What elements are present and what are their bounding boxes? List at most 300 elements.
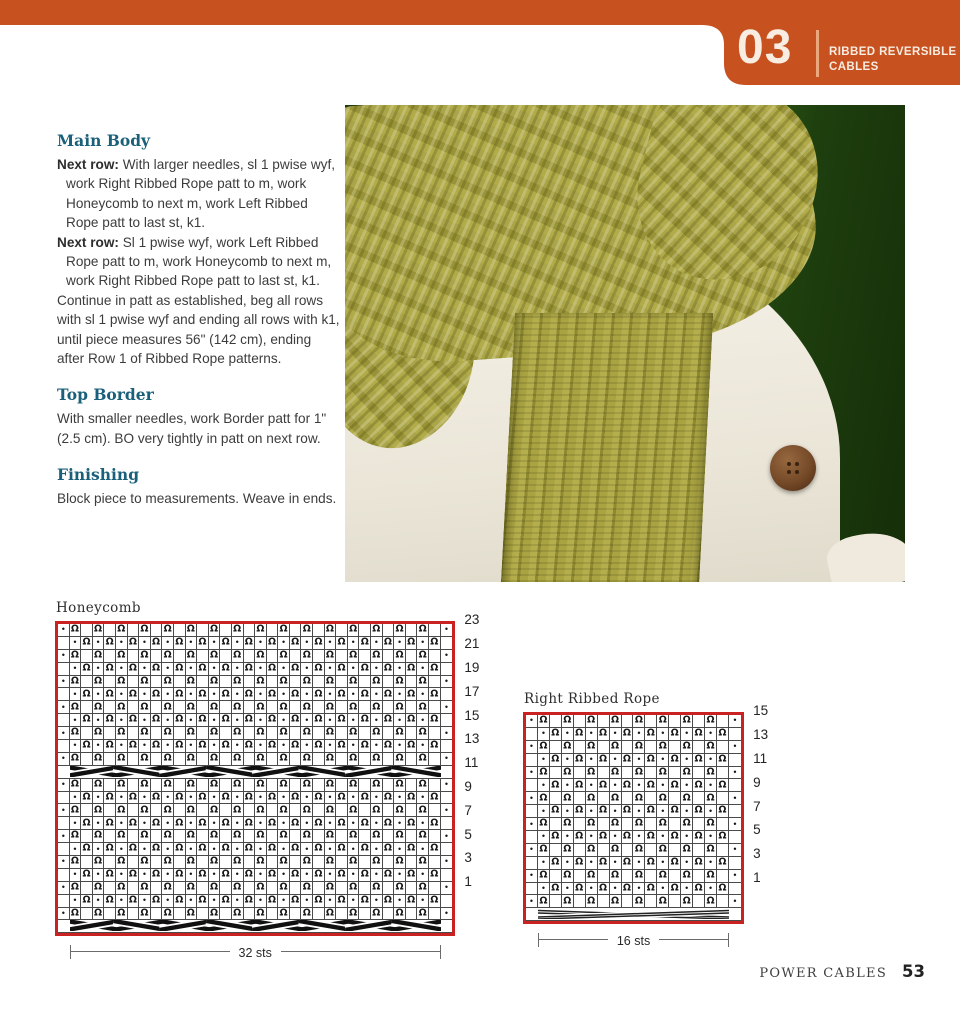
chart-cell [417, 688, 429, 700]
chart-cell [325, 882, 337, 894]
chart-cell [139, 882, 151, 894]
chart-cell [313, 817, 325, 829]
chart-cable-row [526, 908, 741, 921]
chart-cell [705, 818, 717, 830]
chart-cell [550, 767, 562, 779]
chart-cell [197, 908, 209, 920]
instruction-section [57, 385, 341, 448]
knit-tbl-symbol: Ω [128, 714, 137, 725]
chart-cell [406, 714, 418, 726]
knit-tbl-symbol: Ω [94, 830, 103, 841]
chart-cell [417, 856, 429, 868]
purl-symbol: • [119, 714, 123, 725]
knit-tbl-symbol: Ω [418, 624, 427, 635]
chart-cell [232, 753, 244, 765]
knit-tbl-symbol: Ω [325, 830, 334, 841]
chart-cell [348, 650, 360, 662]
knit-tbl-symbol: Ω [670, 805, 679, 816]
chart-cell [301, 804, 313, 816]
chart-cell [394, 856, 406, 868]
chart-cell [586, 831, 598, 843]
knit-tbl-symbol: Ω [198, 817, 207, 829]
chart-cell [371, 650, 383, 662]
purl-symbol: • [374, 895, 378, 906]
chart-row-number: 23 [464, 612, 480, 628]
chart-cell [348, 817, 360, 829]
chart-cell [58, 869, 70, 881]
chart-cell [359, 676, 371, 688]
knit-tbl-symbol: Ω [302, 701, 311, 713]
purl-symbol: • [73, 817, 77, 828]
knit-tbl-symbol: Ω [407, 868, 416, 880]
knit-tbl-symbol: Ω [221, 636, 230, 648]
chart-row [526, 870, 741, 883]
section-heading: Main Body [57, 131, 151, 150]
chart-row [58, 650, 452, 663]
purl-symbol: • [166, 843, 170, 854]
knit-tbl-symbol: Ω [599, 779, 608, 791]
purl-symbol: • [397, 869, 402, 880]
chart-cell [669, 831, 681, 843]
chart-cell [574, 857, 586, 869]
right-ribbed-rope-chart-grid [523, 712, 744, 924]
chart-cell [81, 727, 93, 739]
knit-tbl-symbol: Ω [175, 714, 184, 725]
chart-cell [325, 817, 337, 829]
chart-cell [186, 792, 198, 804]
chart-cell [538, 754, 550, 766]
chart-cell [394, 701, 406, 713]
chart-cell [128, 869, 140, 881]
knit-tbl-symbol: Ω [706, 869, 715, 881]
chart-cell [429, 676, 441, 688]
chart-cell [633, 767, 645, 779]
chart-cell [174, 624, 186, 636]
chart-cell [58, 714, 70, 726]
chart-cell [93, 804, 105, 816]
chart-cell [562, 857, 574, 869]
chart-cell [622, 895, 634, 907]
purl-symbol: • [421, 817, 425, 828]
purl-symbol: • [328, 895, 332, 906]
chart-cell [574, 767, 586, 779]
knit-tbl-symbol: Ω [551, 882, 560, 894]
chart-cell [81, 714, 93, 726]
knit-tbl-symbol: Ω [128, 636, 137, 648]
purl-symbol: • [613, 779, 617, 790]
chart-cell [383, 882, 395, 894]
chart-cell [705, 883, 717, 895]
chart-cell [417, 637, 429, 649]
chart-cell [669, 883, 681, 895]
knit-tbl-symbol: Ω [244, 662, 253, 674]
knit-tbl-symbol: Ω [117, 675, 126, 687]
purl-symbol: • [189, 843, 193, 854]
purl-symbol: • [328, 792, 332, 803]
chart-row [526, 779, 741, 792]
knit-tbl-symbol: Ω [140, 907, 149, 919]
bracket-line [539, 939, 608, 940]
instruction-paragraph: Continue in patt as established, beg all rows with sl 1 pwise wyf and ending all rows with k1, until piece measures 56" (142 cm), ending after Row 1 of Ribbed Rope patterns. [57, 292, 340, 367]
chart-cell [70, 753, 82, 765]
knit-tbl-symbol: Ω [587, 843, 596, 855]
knit-tbl-symbol: Ω [539, 740, 548, 752]
chart-cell [562, 805, 574, 817]
chart-cell [622, 883, 634, 895]
knit-tbl-symbol: Ω [70, 727, 79, 738]
chart-cell [336, 701, 348, 713]
chart-cell [336, 637, 348, 649]
knit-tbl-symbol: Ω [575, 779, 584, 791]
knit-tbl-symbol: Ω [372, 856, 381, 867]
knit-tbl-symbol: Ω [383, 791, 392, 803]
purl-symbol: • [166, 740, 170, 751]
chart-cell [128, 727, 140, 739]
chart-cell [359, 701, 371, 713]
knit-tbl-symbol: Ω [175, 843, 184, 854]
purl-symbol: • [565, 754, 569, 765]
chart-cell [162, 804, 174, 816]
chart-cell [313, 830, 325, 842]
knit-tbl-symbol: Ω [395, 649, 404, 661]
chart-cell [209, 869, 221, 881]
chart-cell [220, 792, 232, 804]
chart-cell [209, 650, 221, 662]
chart-cell [104, 792, 116, 804]
chart-cell [325, 714, 337, 726]
knit-tbl-symbol: Ω [551, 856, 560, 868]
chart-cell [729, 895, 741, 907]
knit-tbl-symbol: Ω [267, 817, 277, 829]
purl-symbol: • [541, 728, 545, 739]
chart-cell [104, 843, 116, 855]
chart-cell [244, 779, 256, 791]
knit-tbl-symbol: Ω [418, 830, 427, 841]
chart-row [58, 830, 452, 843]
chart-cell [186, 817, 198, 829]
purl-symbol: • [613, 857, 617, 868]
purl-symbol: • [61, 650, 65, 661]
chart-cell [693, 767, 705, 779]
purl-symbol: • [397, 817, 402, 828]
chart-cell [301, 869, 313, 881]
chart-cell [538, 857, 550, 869]
chart-cell [301, 740, 313, 752]
purl-symbol: • [444, 882, 448, 893]
chart-row [58, 882, 452, 895]
knit-tbl-symbol: Ω [407, 740, 416, 751]
purl-symbol: • [444, 676, 448, 686]
chart-cell [562, 715, 574, 727]
chart-cell [383, 688, 395, 700]
knit-tbl-symbol: Ω [395, 881, 404, 893]
chart-cell [267, 817, 279, 829]
chart-cell [70, 869, 82, 881]
knit-tbl-symbol: Ω [163, 907, 172, 919]
chart-cell [705, 805, 717, 817]
knit-tbl-symbol: Ω [430, 636, 439, 648]
purl-symbol: • [305, 792, 309, 803]
purl-symbol: • [96, 817, 100, 828]
purl-symbol: • [142, 817, 147, 828]
knit-tbl-symbol: Ω [634, 740, 643, 752]
chart-cell [622, 805, 634, 817]
knit-tbl-symbol: Ω [587, 740, 596, 752]
chart-cell [441, 753, 453, 765]
purl-symbol: • [235, 817, 239, 828]
chart-cell [139, 895, 151, 907]
purl-symbol: • [212, 895, 216, 906]
chart-cell [348, 830, 360, 842]
purl-symbol: • [212, 714, 216, 725]
knit-tbl-symbol: Ω [646, 753, 655, 765]
chart-row-number: 7 [753, 798, 761, 814]
chart-cell [610, 831, 622, 843]
chart-cell [729, 728, 741, 740]
purl-symbol: • [589, 728, 593, 739]
chart-cell [313, 650, 325, 662]
chart-cell [394, 882, 406, 894]
chart-cell [301, 843, 313, 855]
knit-tbl-symbol: Ω [563, 740, 572, 752]
purl-symbol: • [444, 908, 448, 919]
chart-cell [116, 650, 128, 662]
chart-cell [383, 701, 395, 713]
chart-cell [290, 753, 302, 765]
chart-cell [197, 637, 209, 649]
purl-symbol: • [258, 817, 262, 828]
knit-tbl-symbol: Ω [175, 817, 184, 829]
chart-cell [93, 624, 105, 636]
knit-tbl-symbol: Ω [314, 740, 323, 751]
chart-cell [128, 701, 140, 713]
knit-tbl-symbol: Ω [175, 894, 184, 906]
chart-cell [58, 753, 70, 765]
chart-cell [669, 767, 681, 779]
chart-cell [669, 741, 681, 753]
chart-cell [232, 663, 244, 675]
knit-tbl-symbol: Ω [694, 805, 703, 816]
chart-cell [220, 804, 232, 816]
chart-cell [441, 843, 453, 855]
knit-tbl-symbol: Ω [337, 791, 346, 803]
chart-cell [151, 882, 163, 894]
purl-symbol: • [351, 869, 355, 880]
knit-tbl-symbol: Ω [563, 895, 572, 907]
chart-cell [278, 882, 290, 894]
chart-cell [267, 624, 279, 636]
chart-cell [81, 701, 93, 713]
chart-cell [116, 624, 128, 636]
chart-row [58, 688, 452, 701]
chart-cell [394, 714, 406, 726]
chart-cell [633, 728, 645, 740]
knit-tbl-symbol: Ω [670, 856, 679, 868]
purl-symbol: • [258, 895, 262, 906]
chart-cell [301, 817, 313, 829]
chart-cell [255, 843, 267, 855]
chart-cell [232, 817, 244, 829]
chart-cell [220, 688, 232, 700]
knit-tbl-symbol: Ω [418, 856, 427, 867]
knit-tbl-symbol: Ω [128, 868, 137, 880]
chart-cell [162, 637, 174, 649]
chart-cell [70, 727, 82, 739]
purl-symbol: • [305, 843, 309, 854]
knit-tbl-symbol: Ω [314, 817, 323, 829]
knit-tbl-symbol: Ω [682, 869, 691, 881]
chart-cell [58, 637, 70, 649]
knit-tbl-symbol: Ω [682, 740, 691, 752]
purl-symbol: • [328, 817, 332, 828]
chart-cell [336, 856, 348, 868]
chart-cell [538, 767, 550, 779]
knit-tbl-symbol: Ω [105, 636, 114, 648]
knit-tbl-symbol: Ω [302, 624, 311, 635]
knit-tbl-symbol: Ω [163, 778, 172, 790]
chart-cell [394, 663, 406, 675]
knit-tbl-symbol: Ω [587, 869, 596, 881]
chart-cell [116, 779, 128, 791]
chart-cell [104, 688, 116, 700]
knit-tbl-symbol: Ω [198, 662, 207, 674]
cable-cross-symbol [70, 766, 441, 777]
chart-cell [622, 818, 634, 830]
chart-cell [162, 779, 174, 791]
purl-symbol: • [212, 663, 216, 674]
knit-tbl-symbol: Ω [372, 649, 381, 661]
chart-cell [313, 869, 325, 881]
chart-cell [232, 869, 244, 881]
chart-cell [574, 805, 586, 817]
chart-cell [348, 856, 360, 868]
knit-tbl-symbol: Ω [349, 727, 358, 738]
chart-cell [441, 663, 453, 675]
chart-cell [394, 817, 406, 829]
chart-cell [406, 830, 418, 842]
purl-symbol: • [282, 817, 286, 828]
knit-tbl-symbol: Ω [209, 752, 219, 764]
chart-row [58, 714, 452, 727]
chart-cell [657, 792, 669, 804]
knit-tbl-symbol: Ω [360, 636, 369, 648]
chart-cell [151, 727, 163, 739]
chart-cell [526, 805, 538, 817]
chart-cell [290, 843, 302, 855]
purl-symbol: • [61, 624, 65, 635]
chart-cell [441, 740, 453, 752]
knit-tbl-symbol: Ω [186, 675, 195, 687]
purl-symbol: • [529, 792, 534, 803]
chart-cell [610, 857, 622, 869]
chart-cell [429, 753, 441, 765]
chart-cell [586, 741, 598, 753]
chart-cell [197, 740, 209, 752]
chart-cell [717, 818, 729, 830]
knit-tbl-symbol: Ω [682, 818, 691, 829]
chart-cell [325, 727, 337, 739]
knit-tbl-symbol: Ω [233, 701, 242, 713]
chart-cell [417, 650, 429, 662]
knit-tbl-symbol: Ω [152, 740, 161, 751]
chart-row [526, 895, 741, 908]
chart-cell [633, 715, 645, 727]
chart-cell [574, 715, 586, 727]
chart-cell [128, 830, 140, 842]
chart-cell [255, 727, 267, 739]
knit-tbl-symbol: Ω [551, 727, 560, 739]
chart-cell [290, 882, 302, 894]
chart-cell [139, 817, 151, 829]
purl-symbol: • [637, 857, 641, 868]
chart-cell [622, 728, 634, 740]
chart-cell [81, 817, 93, 829]
knit-tbl-symbol: Ω [302, 907, 311, 919]
knit-tbl-symbol: Ω [563, 766, 572, 778]
chart-cell [383, 714, 395, 726]
purl-symbol: • [421, 714, 425, 725]
chart-cell [267, 908, 279, 920]
knit-tbl-symbol: Ω [694, 753, 703, 765]
knit-tbl-symbol: Ω [575, 882, 584, 894]
chart-cell [693, 844, 705, 856]
chart-cell [717, 754, 729, 766]
knit-tbl-symbol: Ω [337, 894, 346, 906]
knit-tbl-symbol: Ω [539, 792, 548, 804]
chart-cell [290, 869, 302, 881]
chart-cell [538, 844, 550, 856]
chart-cell [526, 754, 538, 766]
knit-tbl-symbol: Ω [105, 791, 114, 803]
chart-cell [562, 792, 574, 804]
knit-tbl-symbol: Ω [407, 843, 416, 854]
knit-tbl-symbol: Ω [70, 624, 79, 635]
knit-tbl-symbol: Ω [418, 881, 427, 893]
chart-row [58, 753, 452, 766]
purl-symbol: • [142, 895, 147, 906]
purl-symbol: • [685, 728, 689, 739]
chart-cell [336, 727, 348, 739]
knit-tbl-symbol: Ω [70, 701, 79, 713]
knit-tbl-symbol: Ω [706, 818, 715, 829]
knit-tbl-symbol: Ω [407, 714, 416, 725]
knit-tbl-symbol: Ω [291, 843, 300, 854]
chart-cell [562, 754, 574, 766]
knit-tbl-symbol: Ω [314, 714, 323, 725]
chart-cell [406, 882, 418, 894]
chart-cell [70, 908, 82, 920]
chart-cell [394, 624, 406, 636]
purl-symbol: • [258, 688, 262, 699]
chart-cell [406, 856, 418, 868]
chart-cell [729, 857, 741, 869]
chart-cell [162, 676, 174, 688]
knit-tbl-symbol: Ω [94, 804, 103, 816]
chart-cell [394, 908, 406, 920]
purl-symbol: • [397, 714, 402, 725]
chart-cell [717, 831, 729, 843]
chart-cell [267, 830, 279, 842]
chart-cell [383, 804, 395, 816]
purl-symbol: • [374, 792, 378, 803]
purl-symbol: • [142, 637, 147, 648]
chart-cell [244, 753, 256, 765]
chart-cell [441, 624, 453, 636]
knit-tbl-symbol: Ω [279, 649, 288, 661]
chart-row-number: 13 [753, 727, 769, 743]
purl-symbol: • [529, 844, 534, 855]
chart-cell [128, 663, 140, 675]
